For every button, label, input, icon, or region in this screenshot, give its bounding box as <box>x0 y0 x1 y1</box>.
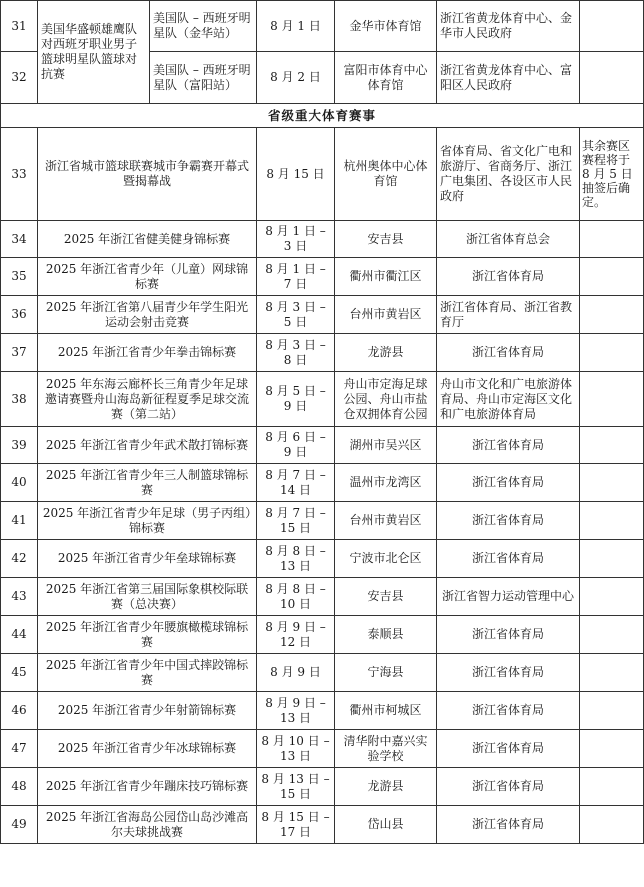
table-row <box>1 258 644 296</box>
event-note <box>580 730 644 768</box>
table-row <box>1 616 644 654</box>
event-name: 浙江省城市篮球联赛城市争霸赛开幕式暨揭幕战 <box>38 128 257 221</box>
table-row <box>1 502 644 540</box>
event-date: 8 月 3 日 – 5 日 <box>257 296 335 334</box>
section-header-row <box>1 104 644 128</box>
event-organizer: 浙江省体育局 <box>437 334 580 372</box>
event-note <box>580 692 644 730</box>
table-row <box>1 654 644 692</box>
row-number: 31 <box>1 1 38 52</box>
row-number: 41 <box>1 502 38 540</box>
row-number: 36 <box>1 296 38 334</box>
table-row <box>1 768 644 806</box>
event-organizer: 浙江省黄龙体育中心、金华市人民政府 <box>437 1 580 52</box>
table-row <box>1 464 644 502</box>
event-date: 8 月 10 日 – 13 日 <box>257 730 335 768</box>
event-note <box>580 502 644 540</box>
event-organizer: 浙江省体育局、浙江省教育厅 <box>437 296 580 334</box>
event-note <box>580 464 644 502</box>
event-organizer: 浙江省体育局 <box>437 502 580 540</box>
row-number: 47 <box>1 730 38 768</box>
event-date: 8 月 15 日 <box>257 128 335 221</box>
event-venue: 湖州市吴兴区 <box>335 427 437 464</box>
table-row <box>1 296 644 334</box>
row-number: 33 <box>1 128 38 221</box>
row-number: 49 <box>1 806 38 844</box>
row-number: 43 <box>1 578 38 616</box>
event-note <box>580 427 644 464</box>
event-organizer: 浙江省体育局 <box>437 616 580 654</box>
event-date: 8 月 6 日 – 9 日 <box>257 427 335 464</box>
table-row <box>1 372 644 427</box>
section-title: 省级重大体育赛事 <box>1 104 644 128</box>
event-organizer: 省体育局、省文化广电和旅游厅、省商务厅、浙江广电集团、各设区市人民政府 <box>437 128 580 221</box>
event-date: 8 月 5 日 – 9 日 <box>257 372 335 427</box>
event-note <box>580 52 644 104</box>
event-date: 8 月 1 日 – 3 日 <box>257 221 335 258</box>
event-venue: 衢州市柯城区 <box>335 692 437 730</box>
event-teams: 美国队 – 西班牙明星队（金华站） <box>150 1 257 52</box>
event-name: 美国华盛顿雄鹰队对西班牙职业男子篮球明星队篮球对抗赛 <box>38 1 150 104</box>
row-number: 37 <box>1 334 38 372</box>
event-venue: 温州市龙湾区 <box>335 464 437 502</box>
event-organizer: 浙江省体育局 <box>437 730 580 768</box>
event-name: 2025 年浙江省青少年拳击锦标赛 <box>38 334 257 372</box>
event-venue: 龙游县 <box>335 768 437 806</box>
event-note <box>580 768 644 806</box>
event-organizer: 浙江省黄龙体育中心、富阳区人民政府 <box>437 52 580 104</box>
table-row <box>1 692 644 730</box>
event-note <box>580 296 644 334</box>
row-number: 48 <box>1 768 38 806</box>
event-venue: 宁波市北仑区 <box>335 540 437 578</box>
event-venue: 安吉县 <box>335 578 437 616</box>
event-date: 8 月 9 日 – 12 日 <box>257 616 335 654</box>
event-organizer: 浙江省体育局 <box>437 427 580 464</box>
event-organizer: 浙江省体育局 <box>437 692 580 730</box>
event-note <box>580 616 644 654</box>
row-number: 44 <box>1 616 38 654</box>
event-organizer: 浙江省体育局 <box>437 806 580 844</box>
event-organizer: 浙江省智力运动管理中心 <box>437 578 580 616</box>
row-number: 40 <box>1 464 38 502</box>
event-date: 8 月 9 日 <box>257 654 335 692</box>
event-organizer: 浙江省体育局 <box>437 768 580 806</box>
event-venue: 舟山市定海足球公园、舟山市盐仓双拥体育公园 <box>335 372 437 427</box>
event-date: 8 月 3 日 – 8 日 <box>257 334 335 372</box>
event-note <box>580 578 644 616</box>
event-date: 8 月 13 日 – 15 日 <box>257 768 335 806</box>
event-name: 2025 年浙江省第八届青少年学生阳光运动会射击竞赛 <box>38 296 257 334</box>
event-venue: 台州市黄岩区 <box>335 502 437 540</box>
event-venue: 衢州市衢江区 <box>335 258 437 296</box>
row-number: 42 <box>1 540 38 578</box>
row-number: 45 <box>1 654 38 692</box>
event-venue: 宁海县 <box>335 654 437 692</box>
table-row <box>1 806 644 844</box>
event-note <box>580 258 644 296</box>
event-name: 2025 年浙江省青少年足球（男子丙组）锦标赛 <box>38 502 257 540</box>
event-date: 8 月 8 日 – 13 日 <box>257 540 335 578</box>
event-date: 8 月 8 日 – 10 日 <box>257 578 335 616</box>
row-number: 32 <box>1 52 38 104</box>
row-number: 38 <box>1 372 38 427</box>
event-date: 8 月 1 日 <box>257 1 335 52</box>
event-date: 8 月 7 日 – 14 日 <box>257 464 335 502</box>
event-venue: 台州市黄岩区 <box>335 296 437 334</box>
event-organizer: 浙江省体育局 <box>437 654 580 692</box>
table-row <box>1 540 644 578</box>
event-name: 2025 年浙江省青少年垒球锦标赛 <box>38 540 257 578</box>
event-organizer: 舟山市文化和广电旅游体育局、舟山市定海区文化和广电旅游体育局 <box>437 372 580 427</box>
table-row <box>1 730 644 768</box>
table-row <box>1 578 644 616</box>
event-venue: 富阳市体育中心体育馆 <box>335 52 437 104</box>
event-name: 2025 年浙江省青少年射箭锦标赛 <box>38 692 257 730</box>
event-note <box>580 1 644 52</box>
event-name: 2025 年浙江省第三届国际象棋校际联赛（总决赛） <box>38 578 257 616</box>
event-name: 2025 年东海云廊杯长三角青少年足球邀请赛暨舟山海岛新征程夏季足球交流赛（第二站） <box>38 372 257 427</box>
event-venue: 金华市体育馆 <box>335 1 437 52</box>
event-venue: 泰顺县 <box>335 616 437 654</box>
event-name: 2025 年浙江省青少年（儿童）网球锦标赛 <box>38 258 257 296</box>
table-row <box>1 128 644 221</box>
row-number: 35 <box>1 258 38 296</box>
event-name: 2025 年浙江省青少年腰旗橄榄球锦标赛 <box>38 616 257 654</box>
event-date: 8 月 9 日 – 13 日 <box>257 692 335 730</box>
event-name: 2025 年浙江省青少年中国式摔跤锦标赛 <box>38 654 257 692</box>
event-note <box>580 372 644 427</box>
event-name: 2025 年浙江省青少年三人制篮球锦标赛 <box>38 464 257 502</box>
event-date: 8 月 15 日 – 17 日 <box>257 806 335 844</box>
table-row <box>1 334 644 372</box>
event-name: 2025 年浙江省健美健身锦标赛 <box>38 221 257 258</box>
event-organizer: 浙江省体育总会 <box>437 221 580 258</box>
event-venue: 安吉县 <box>335 221 437 258</box>
event-organizer: 浙江省体育局 <box>437 464 580 502</box>
event-note <box>580 334 644 372</box>
event-note <box>580 221 644 258</box>
event-venue: 龙游县 <box>335 334 437 372</box>
table-row <box>1 221 644 258</box>
event-date: 8 月 1 日 – 7 日 <box>257 258 335 296</box>
event-teams: 美国队 – 西班牙明星队（富阳站） <box>150 52 257 104</box>
event-venue: 清华附中嘉兴实验学校 <box>335 730 437 768</box>
table-row <box>1 1 644 52</box>
row-number: 39 <box>1 427 38 464</box>
event-name: 2025 年浙江省青少年蹦床技巧锦标赛 <box>38 768 257 806</box>
event-note <box>580 654 644 692</box>
event-name: 2025 年浙江省青少年武术散打锦标赛 <box>38 427 257 464</box>
row-number: 34 <box>1 221 38 258</box>
event-venue: 杭州奥体中心体育馆 <box>335 128 437 221</box>
event-organizer: 浙江省体育局 <box>437 540 580 578</box>
event-date: 8 月 2 日 <box>257 52 335 104</box>
event-date: 8 月 7 日 – 15 日 <box>257 502 335 540</box>
event-note: 其余赛区赛程将于 8 月 5 日抽签后确定。 <box>580 128 644 221</box>
event-organizer: 浙江省体育局 <box>437 258 580 296</box>
row-number: 46 <box>1 692 38 730</box>
event-note <box>580 806 644 844</box>
table-row <box>1 427 644 464</box>
event-venue: 岱山县 <box>335 806 437 844</box>
event-name: 2025 年浙江省海岛公园岱山岛沙滩高尔夫球挑战赛 <box>38 806 257 844</box>
event-name: 2025 年浙江省青少年冰球锦标赛 <box>38 730 257 768</box>
event-note <box>580 540 644 578</box>
